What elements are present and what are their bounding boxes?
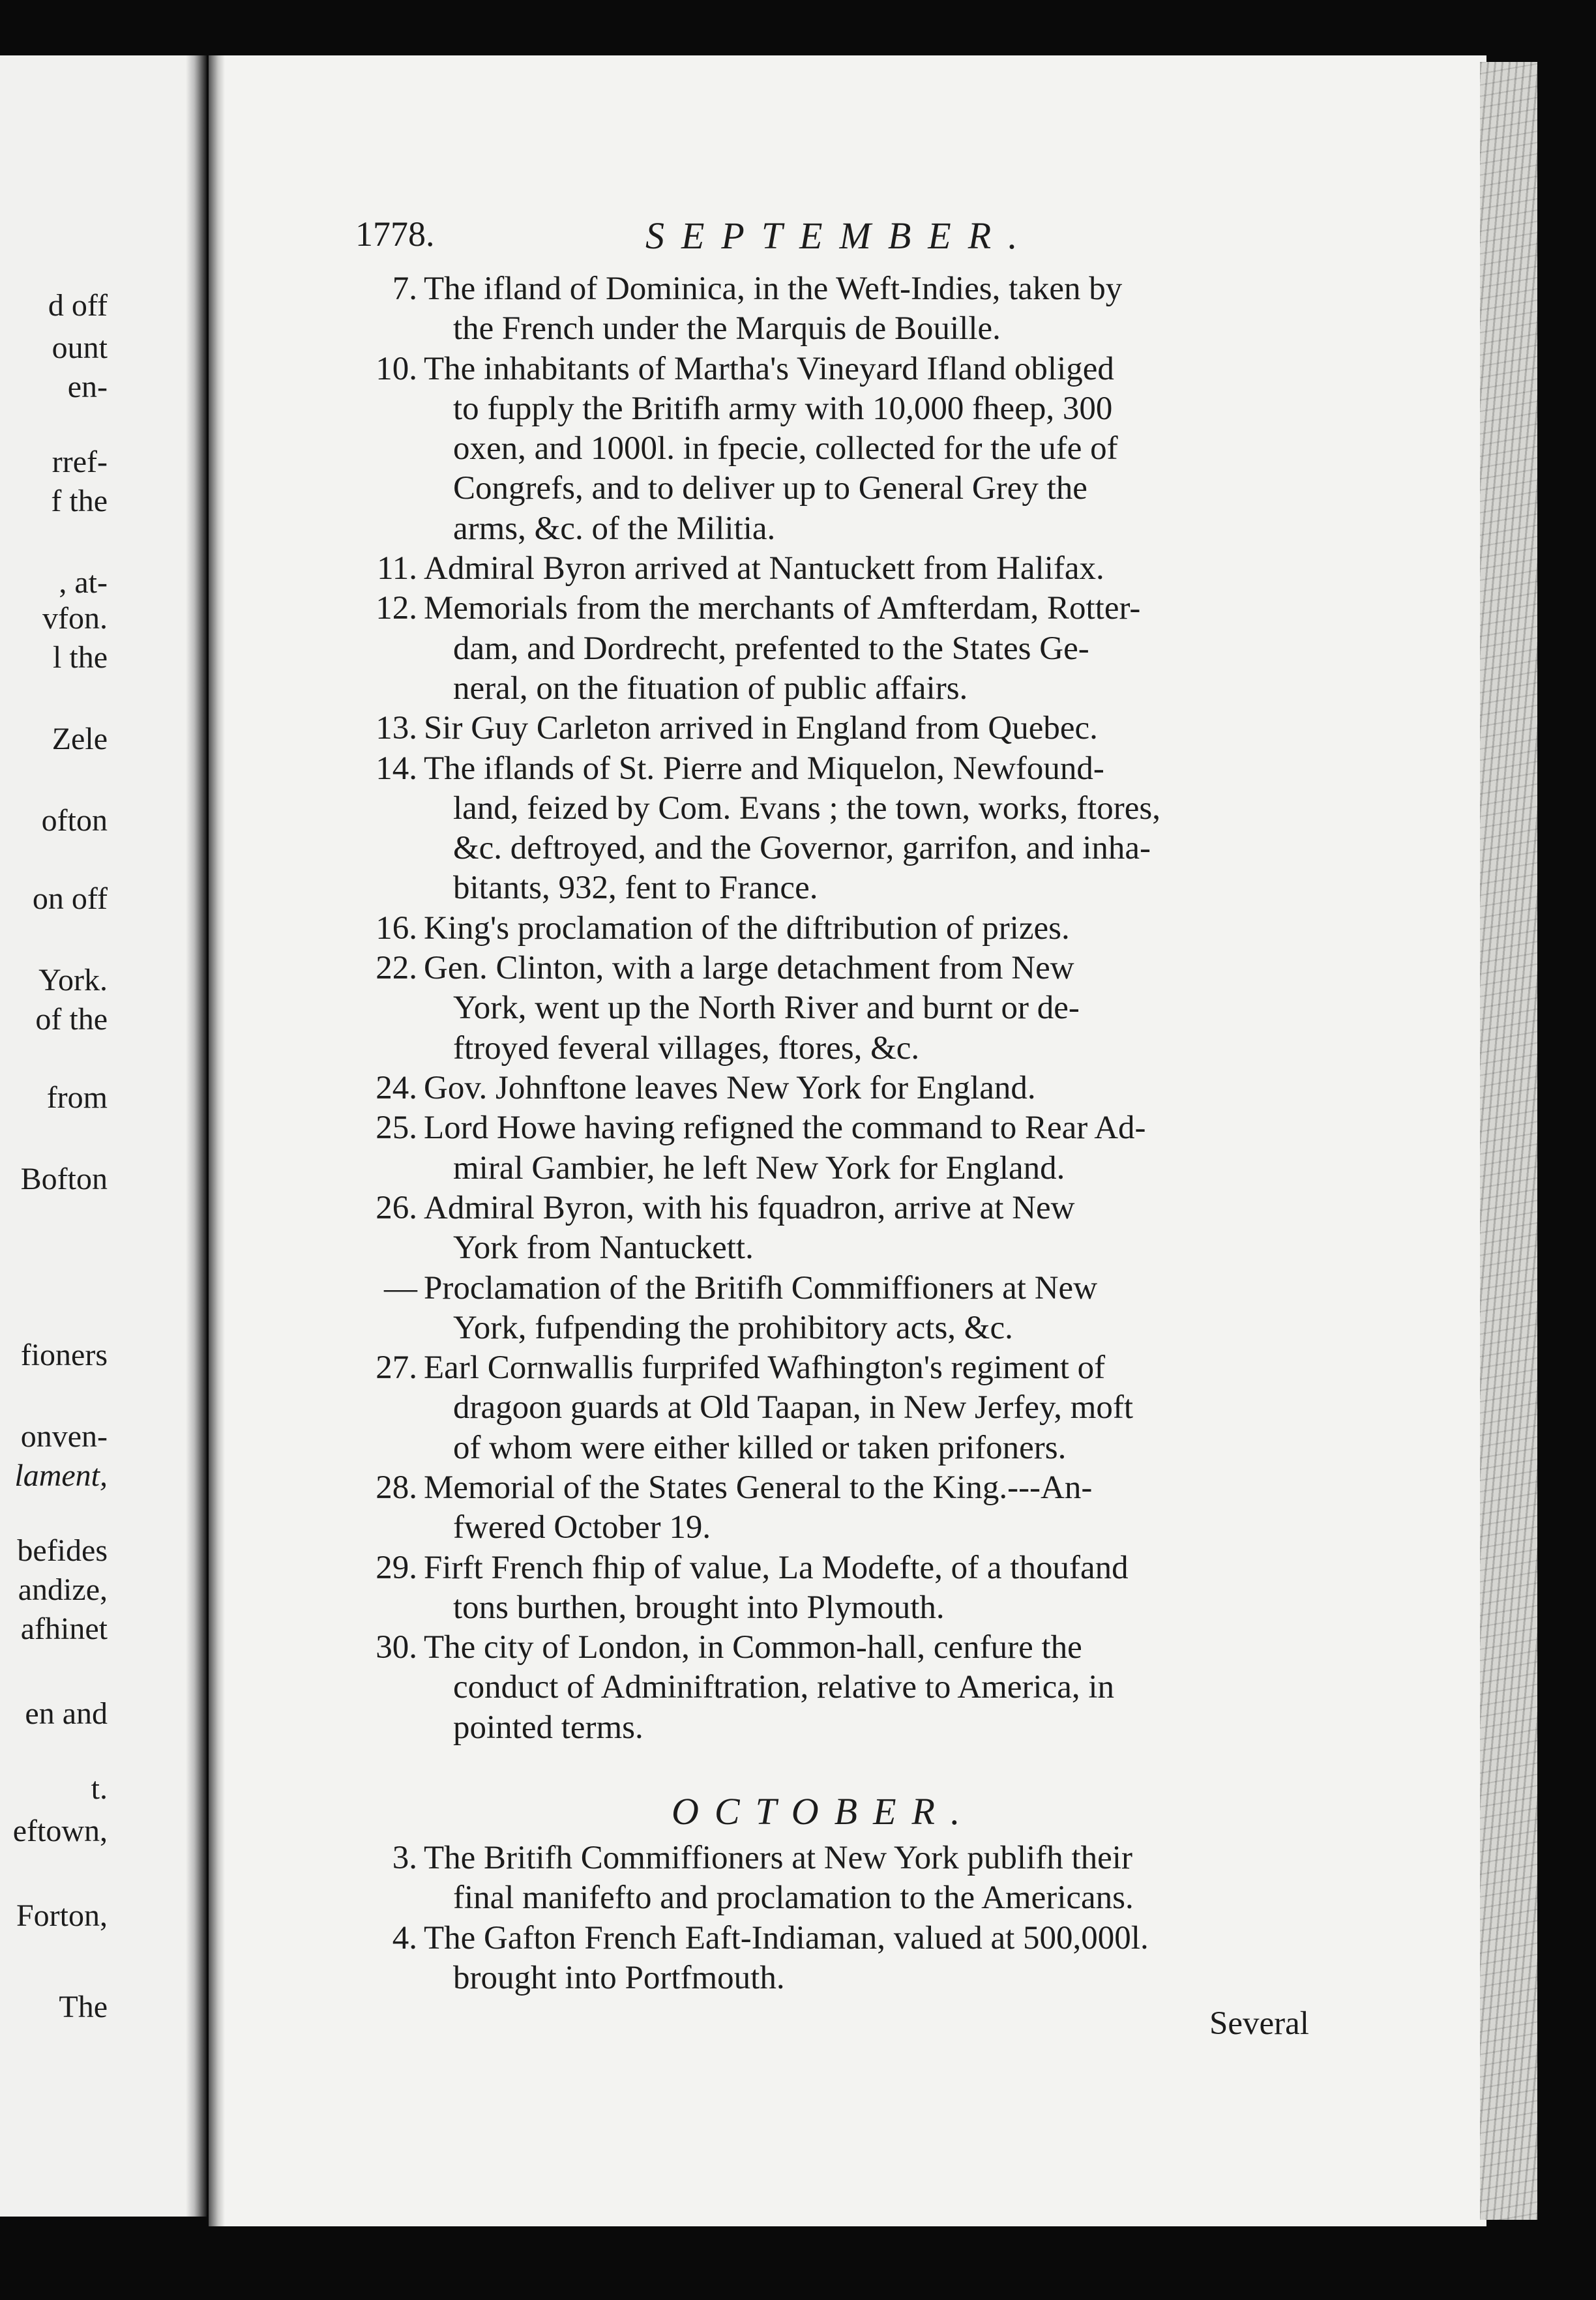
entry-text-line: to fupply the Britifh army with 10,000 fheep, 300: [453, 390, 1113, 427]
entry-text-line: final manifefto and proclamation to the Americans.: [453, 1880, 1134, 1917]
entry-date: 24.: [376, 1070, 417, 1106]
entry-text-line: dam, and Dordrecht, prefented to the States Ge-: [453, 630, 1089, 667]
entry-text-line: neral, on the fituation of public affairs.: [453, 670, 968, 707]
catchword: Several: [1209, 2005, 1309, 2042]
entry-text-line: pointed terms.: [453, 1709, 643, 1746]
entry-text-line: Memorial of the States General to the King.---An-: [424, 1469, 1093, 1506]
entry-text-line: York from Nantuckett.: [453, 1230, 754, 1267]
entry-text-line: of whom were either killed or taken prifoners.: [453, 1429, 1067, 1466]
facing-page-line: ofton: [41, 803, 108, 838]
entry-date: 11.: [377, 550, 417, 587]
entry-text-line: ftroyed feveral villages, ftores, &c.: [453, 1029, 920, 1067]
facing-page-line: Bofton: [20, 1162, 108, 1196]
entry-text-line: Admiral Byron arrived at Nantuckett from Halifax.: [424, 550, 1104, 587]
entry-date: 28.: [376, 1469, 417, 1506]
entry-date: 7.: [392, 271, 417, 307]
facing-page-line: vfon.: [42, 601, 108, 636]
facing-page-line: The: [59, 1990, 108, 2024]
entry-text-line: Firft French fhip of value, La Modefte, of a thoufand: [424, 1549, 1129, 1586]
entry-date: 16.: [376, 909, 417, 947]
facing-page-line: en and: [25, 1696, 108, 1731]
entry-text-line: Gen. Clinton, with a large detachment from New: [424, 950, 1074, 987]
facing-page-line: eftown,: [12, 1814, 108, 1848]
page-fore-edge: [1480, 62, 1537, 2220]
facing-page-line: Zele: [52, 722, 108, 756]
facing-page-line: , at-: [59, 565, 108, 600]
entry-date: 4.: [392, 1919, 417, 1956]
entry-date: 3.: [392, 1840, 417, 1876]
book-gutter: [186, 55, 207, 2217]
facing-page-line: York.: [38, 963, 108, 997]
facing-page-line: Forton,: [16, 1898, 108, 1933]
facing-page-line: onven-: [20, 1419, 108, 1454]
section-title-october: OCTOBER.: [672, 1790, 976, 1833]
entry-date: 25.: [376, 1110, 417, 1147]
entry-text-line: arms, &c. of the Militia.: [453, 510, 776, 547]
facing-page-line: t.: [91, 1771, 108, 1806]
entry-text-line: Earl Cornwallis furprifed Wafhington's regiment of: [424, 1349, 1106, 1387]
entry-text-line: Lord Howe having refigned the command to Rear Ad-: [424, 1110, 1146, 1147]
facing-page-line: rref-: [52, 445, 108, 479]
entry-text-line: York, went up the North River and burnt or de-: [453, 990, 1080, 1027]
entry-text-line: York, fufpending the prohibitory acts, &c.: [453, 1309, 1013, 1346]
entry-text-line: miral Gambier, he left New York for England.: [453, 1149, 1065, 1187]
entry-date: 30.: [376, 1629, 417, 1666]
entry-date: 26.: [376, 1189, 417, 1226]
facing-page-line: d off: [48, 288, 108, 323]
facing-page-line: l the: [53, 640, 108, 675]
entry-text-line: The inhabitants of Martha's Vineyard Ifland obliged: [424, 350, 1114, 387]
entry-date: —: [384, 1269, 417, 1306]
entry-text-line: The Gafton French Eaft-Indiaman, valued at 500,000l.: [424, 1919, 1149, 1956]
facing-page-line: on off: [32, 881, 108, 916]
entry-date: 13.: [376, 710, 417, 747]
entry-date: 14.: [376, 750, 417, 787]
entry-text-line: dragoon guards at Old Taapan, in New Jerfey, moft: [453, 1389, 1134, 1426]
entry-text-line: The Britifh Commiffioners at New York publifh their: [424, 1840, 1132, 1876]
entry-date: 10.: [376, 350, 417, 387]
entry-date: 29.: [376, 1549, 417, 1586]
page-inner-edge: [209, 55, 225, 2226]
facing-page-line: lament,: [14, 1458, 108, 1493]
entry-text-line: Memorials from the merchants of Amfterdam, Rotter-: [424, 590, 1141, 627]
entry-text-line: Gov. Johnftone leaves New York for England.: [424, 1070, 1036, 1106]
entry-text-line: the French under the Marquis de Bouille.: [453, 310, 1001, 347]
year-label: 1778.: [355, 214, 435, 254]
entry-text-line: bitants, 932, fent to France.: [453, 870, 818, 907]
entry-text-line: Sir Guy Carleton arrived in England from Quebec.: [424, 710, 1098, 747]
facing-page-line: fioners: [20, 1338, 108, 1372]
page-header: [355, 214, 1327, 259]
entry-date: 22.: [376, 950, 417, 987]
facing-page-line: of the: [35, 1002, 108, 1037]
month-title: SEPTEMBER.: [645, 214, 1035, 257]
facing-page-line: f the: [51, 484, 108, 518]
entry-text-line: fwered October 19.: [453, 1509, 711, 1546]
entry-date: 12.: [376, 590, 417, 627]
entry-text-line: The iflands of St. Pierre and Miquelon, Newfound-: [424, 750, 1104, 787]
entry-text-line: King's proclamation of the diftribution of prizes.: [424, 909, 1070, 947]
entry-text-line: Proclamation of the Britifh Commiffioners at New: [424, 1269, 1098, 1306]
entry-text-line: brought into Portfmouth.: [453, 1959, 785, 1996]
facing-page-line: afhinet: [20, 1612, 108, 1646]
facing-page-line: ount: [52, 331, 108, 365]
entry-text-line: The city of London, in Common-hall, cenfure the: [424, 1629, 1082, 1666]
facing-page-line: andize,: [18, 1572, 108, 1607]
facing-page-line: en-: [67, 370, 108, 404]
entry-text-line: tons burthen, brought into Plymouth.: [453, 1589, 945, 1626]
facing-page-line: befides: [17, 1533, 108, 1568]
entry-text-line: conduct of Adminiftration, relative to America, in: [453, 1669, 1115, 1706]
entry-text-line: Congrefs, and to deliver up to General Grey the: [453, 470, 1087, 507]
entry-date: 27.: [376, 1349, 417, 1387]
entry-text-line: land, feized by Com. Evans ; the town, works, ftores,: [453, 789, 1160, 827]
entry-text-line: oxen, and 1000l. in fpecie, collected for the ufe of: [453, 430, 1118, 467]
entry-text-line: Admiral Byron, with his fquadron, arrive at New: [424, 1189, 1075, 1226]
entry-text-line: &c. deftroyed, and the Governor, garrifon, and inha-: [453, 830, 1151, 867]
entry-text-line: The ifland of Dominica, in the Weft-Indies, taken by: [424, 271, 1123, 307]
facing-page-line: from: [46, 1080, 108, 1115]
